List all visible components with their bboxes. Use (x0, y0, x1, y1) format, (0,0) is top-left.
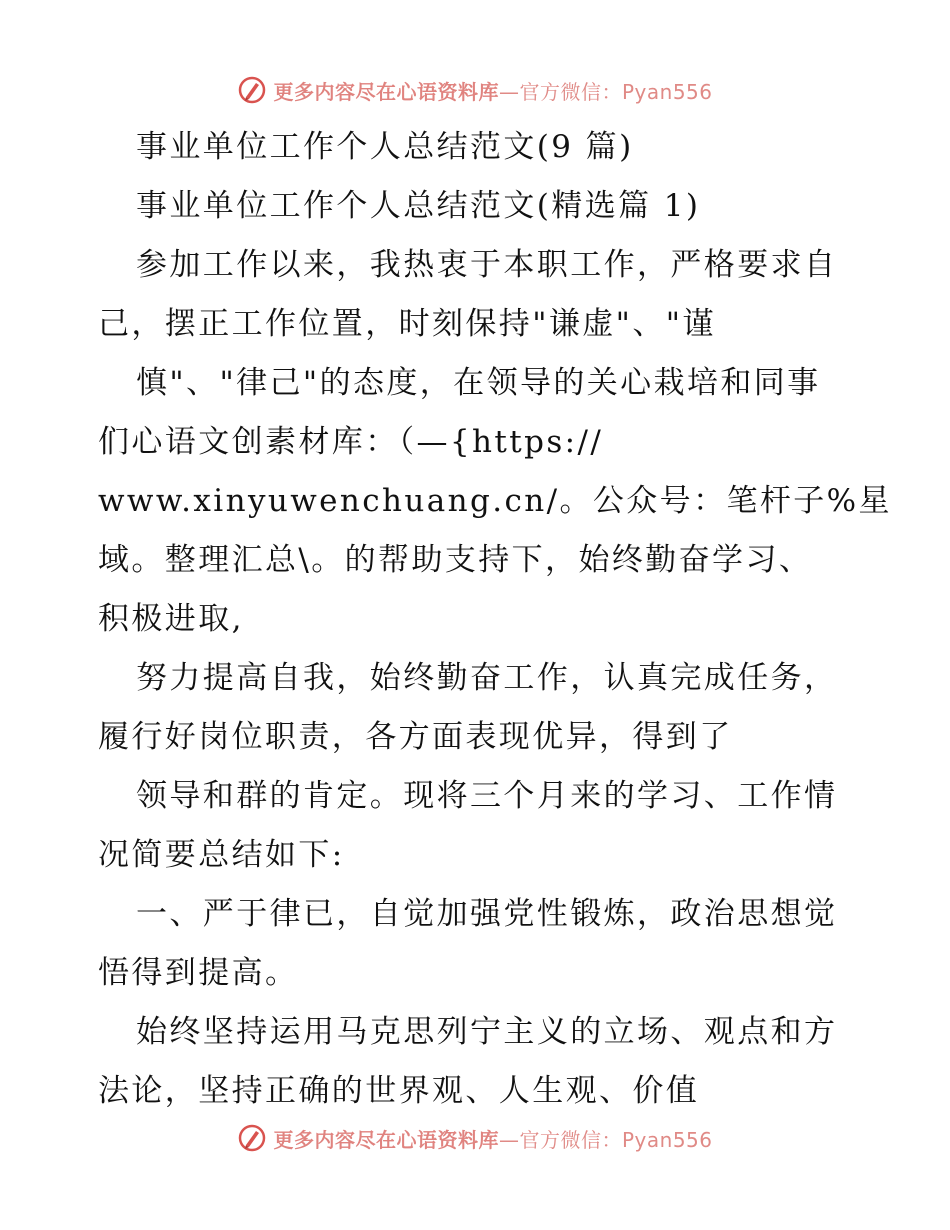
doc-line: 积极进取, (98, 601, 244, 637)
banner-dash: — (498, 1127, 520, 1152)
document-body (98, 118, 892, 1121)
doc-line: 努力提高自我，始终勤奋工作，认真完成任务， (136, 660, 838, 696)
banner-official-label: 官方微信： (519, 79, 622, 104)
doc-line: 己，摆正工作位置，时刻保持"谦虚"、"谨 (98, 306, 716, 342)
doc-line: 们心语文创素材库：（—{https:// (98, 424, 604, 460)
banner-text (273, 76, 712, 105)
doc-line: 参加工作以来，我热衷于本职工作，严格要求自 (136, 247, 838, 283)
pen-logo-icon (237, 75, 267, 105)
doc-title: 事业单位工作个人总结范文(9 篇) (136, 129, 634, 165)
footer-banner (0, 1118, 950, 1158)
banner-dash: — (498, 79, 520, 104)
doc-line: 域。整理汇总\。的帮助支持下，始终勤奋学习、 (98, 542, 813, 578)
doc-line: 始终坚持运用马克思列宁主义的立场、观点和方 (136, 1014, 838, 1050)
banner-wechat-id: Pyan556 (621, 1127, 713, 1152)
doc-line: 法论，坚持正确的世界观、人生观、价值 (98, 1073, 700, 1109)
doc-section-heading: 一、严于律已，自觉加强党性锻炼，政治思想觉 (136, 896, 838, 932)
doc-line: www.xinyuwenchuang.cn/。公众号：笔杆子%星 (98, 483, 892, 519)
header-banner (0, 70, 950, 110)
pen-logo-icon (237, 1123, 267, 1153)
banner-wechat-id: Pyan556 (621, 79, 713, 104)
doc-line: 领导和群的肯定。现将三个月来的学习、工作情 (136, 778, 838, 814)
banner-main-text: 更多内容尽在心语资料库 (273, 1127, 499, 1152)
doc-subtitle: 事业单位工作个人总结范文(精选篇 1) (136, 188, 701, 224)
banner-official-label: 官方微信： (519, 1127, 622, 1152)
doc-line: 慎"、"律己"的态度，在领导的关心栽培和同事 (136, 365, 821, 401)
doc-line: 履行好岗位职责，各方面表现优异，得到了 (98, 719, 733, 755)
doc-line: 况简要总结如下: (98, 837, 345, 873)
banner-main-text: 更多内容尽在心语资料库 (273, 79, 499, 104)
banner-text (273, 1124, 712, 1153)
doc-line: 悟得到提高。 (98, 955, 299, 991)
